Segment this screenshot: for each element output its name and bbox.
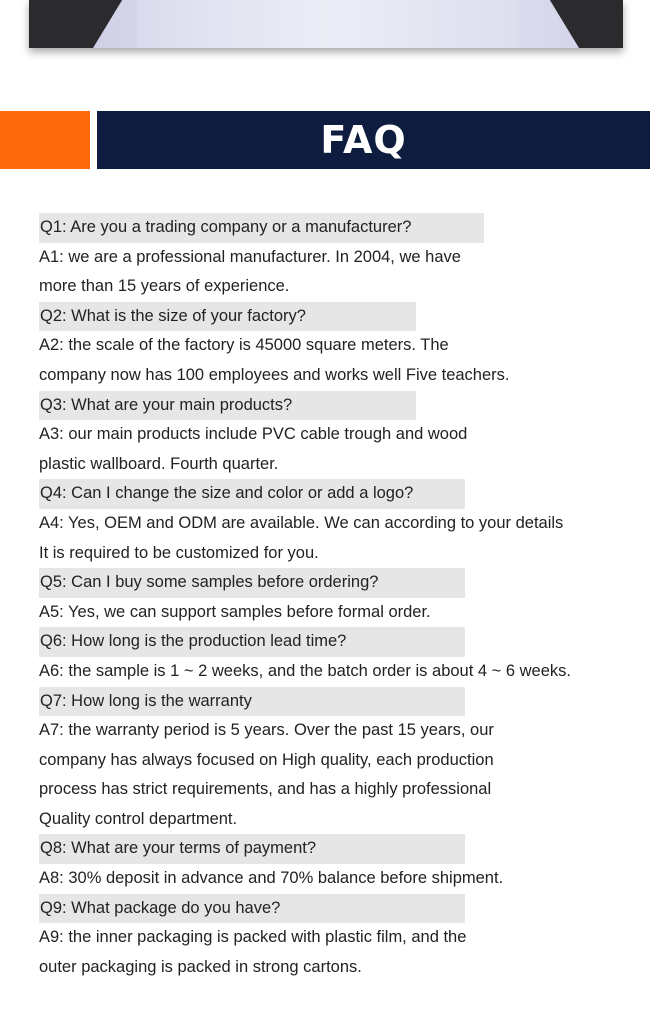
- faq-answer-2-line-1: A2: the scale of the factory is 45000 square meters. The: [39, 336, 449, 355]
- faq-question-2: Q2: What is the size of your factory?: [39, 302, 416, 332]
- faq-answer-6-line-1: A6: the sample is 1 ~ 2 weeks, and the batch order is about 4 ~ 6 weeks.: [39, 661, 571, 680]
- faq-question-9: Q9: What package do you have?: [39, 894, 465, 924]
- faq-question-4: Q4: Can I change the size and color or add a logo?: [39, 479, 465, 509]
- faq-answer-1-line-2: more than 15 years of experience.: [39, 277, 290, 296]
- product-photo: [29, 0, 623, 48]
- faq-answer-8-line-1: A8: 30% deposit in advance and 70% balance before shipment.: [39, 869, 504, 888]
- faq-question-8: Q8: What are your terms of payment?: [39, 834, 465, 864]
- faq-answer-9-line-2: outer packaging is packed in strong cartons.: [39, 957, 362, 976]
- faq-list: [39, 213, 629, 982]
- faq-answer-7-line-4: Quality control department.: [39, 809, 238, 828]
- faq-question-1: Q1: Are you a trading company or a manufacturer?: [39, 213, 484, 243]
- faq-answer-1-line-1: A1: we are a professional manufacturer. In 2004, we have: [39, 247, 461, 266]
- faq-answer-4-line-1: A4: Yes, OEM and ODM are available. We can according to your details: [39, 513, 564, 532]
- faq-answer-5-line-1: A5: Yes, we can support samples before formal order.: [39, 602, 431, 621]
- faq-question-5: Q5: Can I buy some samples before ordering?: [39, 568, 465, 598]
- faq-question-7: Q7: How long is the warranty: [39, 687, 465, 717]
- faq-question-6: Q6: How long is the production lead time?: [39, 627, 465, 657]
- faq-title: FAQ: [320, 118, 407, 162]
- faq-question-3: Q3: What are your main products?: [39, 391, 416, 421]
- faq-answer-7-line-1: A7: the warranty period is 5 years. Over the past 15 years, our: [39, 721, 494, 740]
- faq-answer-2-line-2: company now has 100 employees and works well Five teachers.: [39, 365, 510, 384]
- faq-answer-3-line-1: A3: our main products include PVC cable trough and wood: [39, 425, 468, 444]
- faq-header-bar: [97, 111, 650, 169]
- faq-accent-block: [0, 111, 90, 169]
- faq-answer-7-line-3: process has strict requirements, and has a highly professional: [39, 780, 492, 799]
- faq-answer-7-line-2: company has always focused on High quality, each production: [39, 750, 494, 769]
- product-photo-highlight: [137, 0, 517, 48]
- faq-answer-9-line-1: A9: the inner packaging is packed with plastic film, and the: [39, 928, 467, 947]
- faq-answer-4-line-2: It is required to be customized for you.: [39, 543, 319, 562]
- faq-answer-3-line-2: plastic wallboard. Fourth quarter.: [39, 454, 279, 473]
